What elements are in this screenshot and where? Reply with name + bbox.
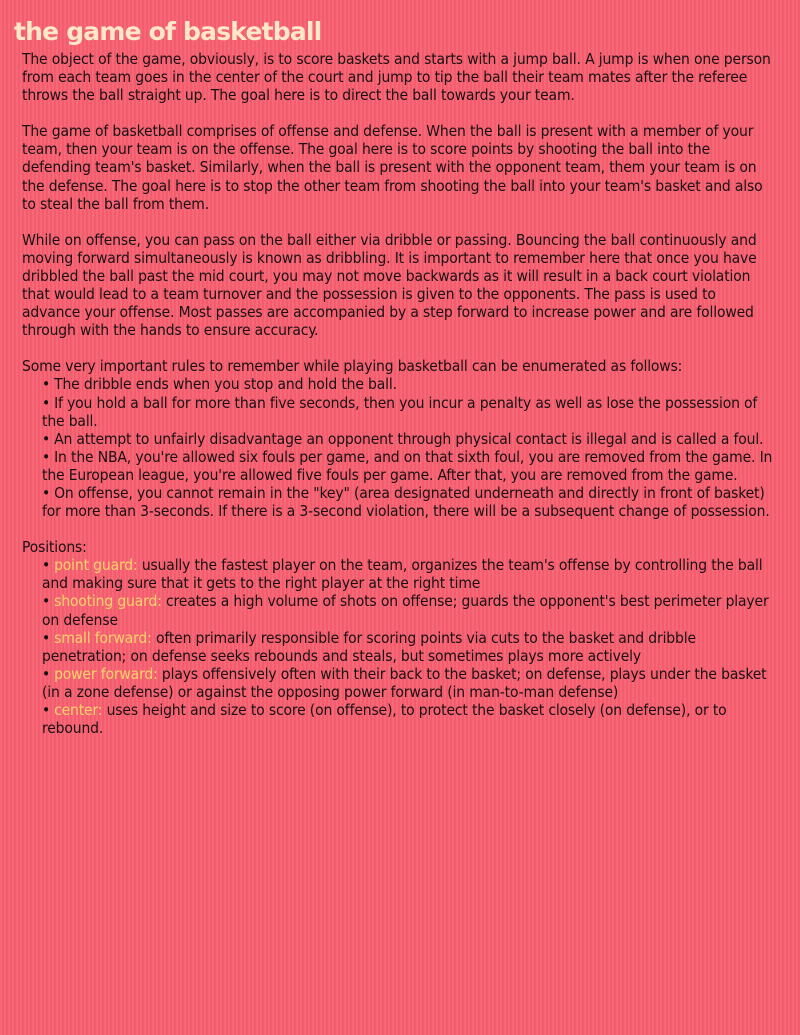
- rule-text: An attempt to unfairly disadvantage an opponent through physical contact is illegal and is called a foul.: [54, 429, 764, 448]
- bullet-icon: •: [42, 375, 51, 394]
- positions-list: [22, 556, 778, 737]
- position-item-shooting-guard: [42, 592, 778, 628]
- bullet-icon: •: [42, 556, 51, 575]
- position-name: power forward:: [54, 664, 158, 683]
- bullet-icon: •: [42, 628, 51, 647]
- position-description: plays offensively often with their back to the basket; on defense, plays under the basket (in a zone defense) or against the opposing power forward (in man-to-man defense): [42, 664, 767, 701]
- bullet-icon: •: [42, 592, 51, 611]
- rule-item: [42, 430, 778, 448]
- offense-defense-paragraph: The game of basketball comprises of offense and defense. When the ball is present with a member of your team, then your team is on the offense. The goal here is to score points by shooting the ball into the defending team's basket. Similarly, when the ball is present with the opponent team, them your team is on the defense. The goal here is to stop the other team from shooting the ball into your team's basket and also to steal the ball from them.: [22, 122, 763, 213]
- rule-item: [42, 448, 778, 484]
- position-item-center: [42, 701, 778, 737]
- rule-item: [42, 484, 778, 520]
- bullet-icon: •: [42, 429, 51, 448]
- rule-text: The dribble ends when you stop and hold the ball.: [54, 375, 397, 394]
- page-title: the game of basketball: [14, 17, 322, 46]
- bullet-icon: •: [42, 393, 51, 412]
- rule-text: In the NBA, you're allowed six fouls per game, and on that sixth foul, you are removed from the game. In the European league, you're allowed five fouls per game. After that, you are removed from the game.: [42, 447, 773, 484]
- position-name: center:: [54, 701, 103, 719]
- position-description: usually the fastest player on the team, organizes the team's offense by controlling the ball and making sure that it gets to the right player at the right time: [42, 556, 763, 593]
- rule-item: [42, 394, 778, 430]
- bullet-icon: •: [42, 664, 51, 683]
- position-item-point-guard: [42, 556, 778, 592]
- article-body: [22, 50, 778, 737]
- position-description: often primarily responsible for scoring points via cuts to the basket and dribble penetration; on defense seeks rebounds and steals, but sometimes plays more actively: [42, 628, 696, 665]
- position-name: small forward:: [54, 628, 152, 647]
- positions-label: Positions:: [22, 538, 87, 557]
- rules-intro: Some very important rules to remember while playing basketball can be enumerated as follows:: [22, 357, 683, 376]
- intro-paragraph: The object of the game, obviously, is to score baskets and starts with a jump ball. A jump is when one person from each team goes in the center of the court and jump to tip the ball their team mates after the referee throws the ball straight up. The goal here is to direct the ball towards your team.: [22, 50, 771, 105]
- rule-text: On offense, you cannot remain in the "key" (area designated underneath and directly in front of basket) for more than 3-seconds. If there is a 3-second violation, there will be a subsequent change of possession.: [42, 483, 770, 521]
- bullet-icon: •: [42, 447, 51, 466]
- rule-item: [42, 375, 778, 393]
- position-description: creates a high volume of shots on offense; guards the opponent's best perimeter player on defense: [42, 592, 769, 629]
- position-description: uses height and size to score (on offense), to protect the basket closely (on defense), or to rebound.: [42, 701, 727, 738]
- position-name: shooting guard:: [54, 592, 162, 611]
- position-item-small-forward: [42, 629, 778, 665]
- rules-list: [22, 375, 778, 520]
- position-name: point guard:: [54, 556, 138, 575]
- position-item-power-forward: [42, 665, 778, 701]
- rule-text: If you hold a ball for more than five seconds, then you incur a penalty as well as lose the possession of the ball.: [42, 393, 758, 430]
- bullet-icon: •: [42, 483, 51, 502]
- bullet-icon: •: [42, 701, 51, 719]
- dribble-pass-paragraph: While on offense, you can pass on the ball either via dribble or passing. Bouncing the ball continuously and moving forward simultaneously is known as dribbling. It is important to remember here that once you have dribbled the ball past the mid court, you may not move backwards as it will result in a back court violation that would lead to a team turnover and the possession is given to the opponents. The pass is used to advance your offense. Most passes are accompanied by a step forward to increase power and are followed through with the hands to ensure accuracy.: [22, 230, 757, 340]
